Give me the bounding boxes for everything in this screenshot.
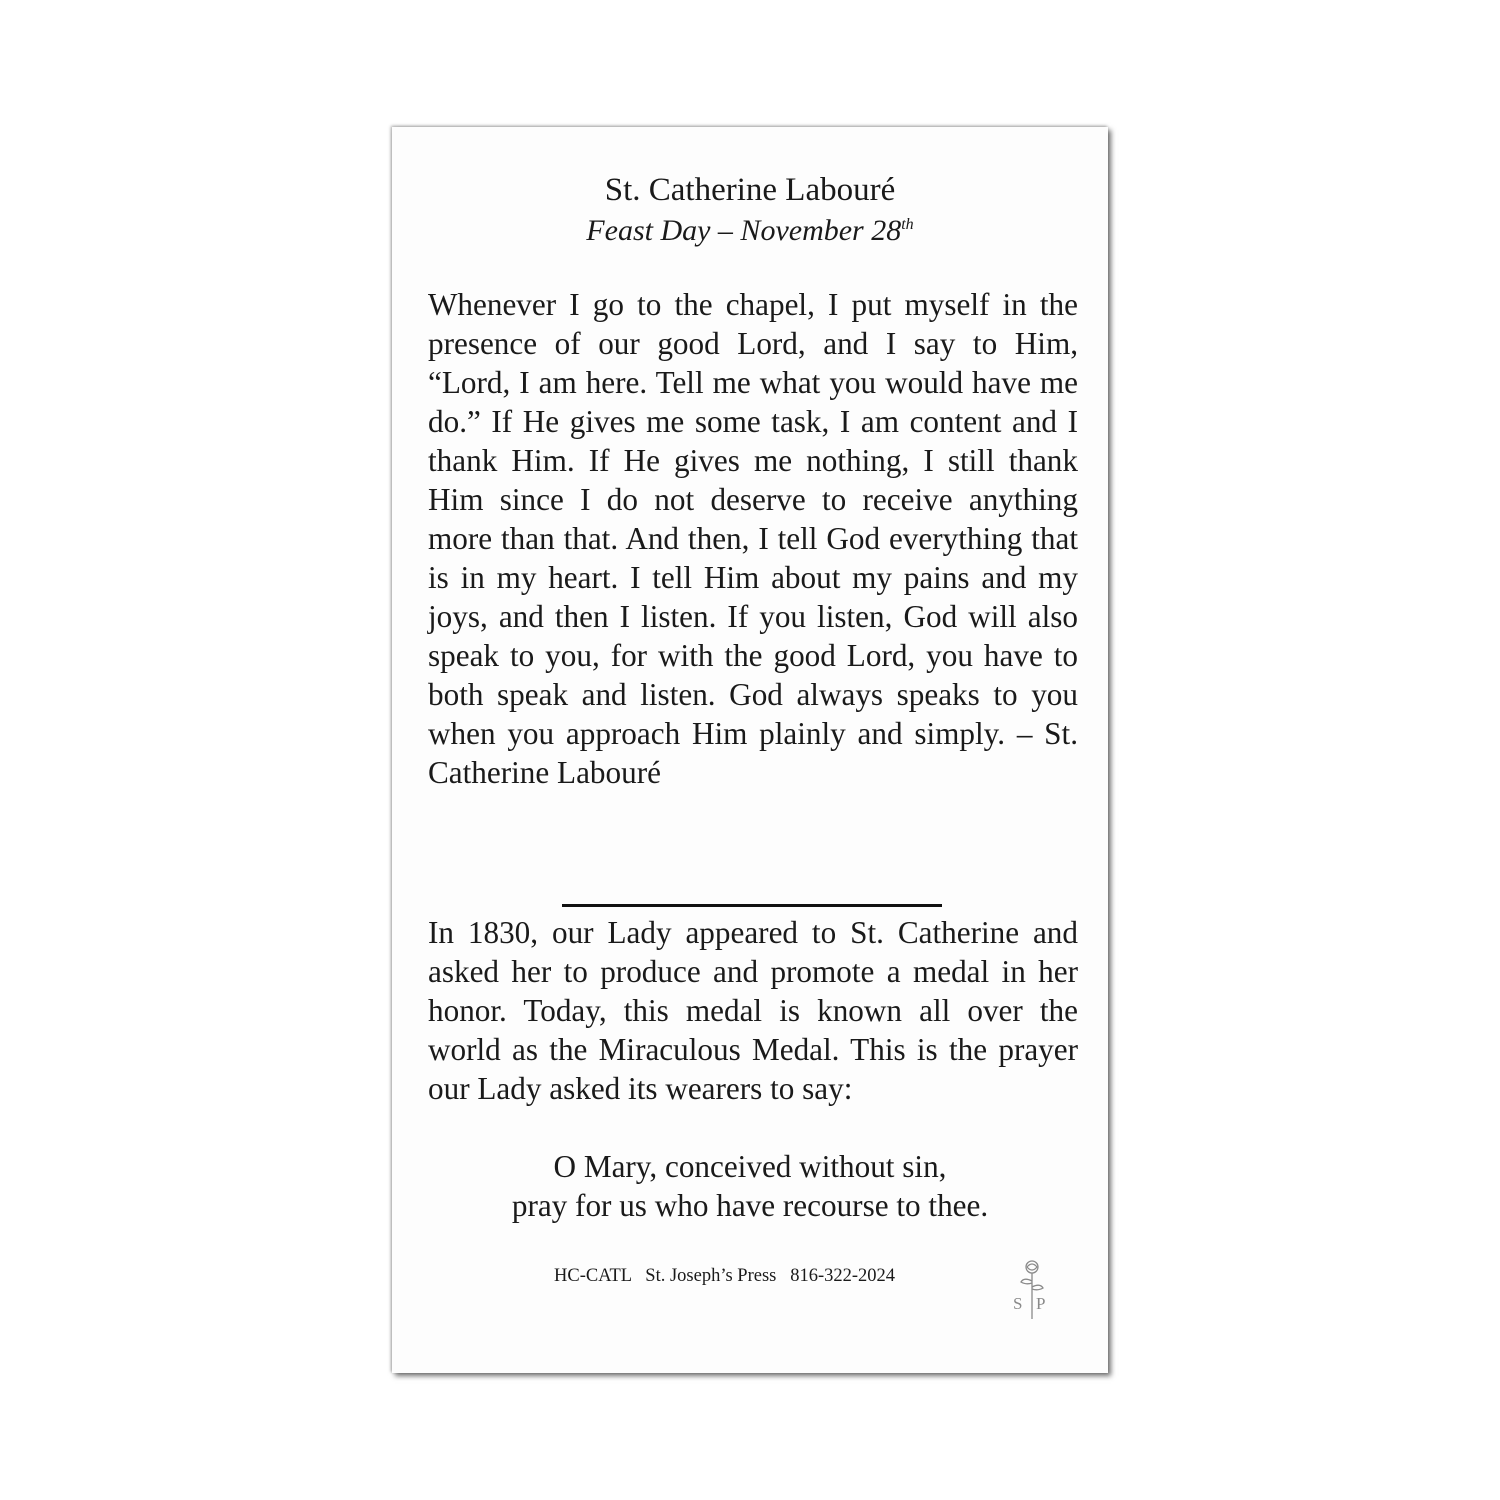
divider-line: [562, 904, 942, 907]
rose-logo-icon: [1010, 1257, 1054, 1323]
prayer-line-2: pray for us who have recourse to thee.: [511, 1188, 989, 1223]
card-title: St. Catherine Labouré: [604, 172, 896, 208]
svg-text:S: S: [1013, 1294, 1023, 1313]
history-paragraph: In 1830, our Lady appeared to St. Catherine and asked her to produce and promote a medal in her honor. Today, this medal is known all over the world as the Miraculous Medal. This is the prayer our Lady asked its wearers to say:: [428, 915, 1078, 1106]
prayer-card: [392, 127, 1108, 1373]
feast-day: [392, 213, 1108, 249]
feast-day-suffix: th: [901, 216, 914, 233]
quote-paragraph: Whenever I go to the chapel, I put myself in the presence of our good Lord, and I say to Him, “Lord, I am here. Tell me what you would have me do.” If He gives me some task, I am content and I thank Him. If He gives me nothing, I still thank Him since I do not deserve to receive anything more than that. And then, I tell God everything that is in my heart. I tell Him about my pains and my joys, and then I listen. If you listen, God will also speak to you, for with the good Lord, you have to both speak and listen. God always speaks to you when you approach Him plainly and simply. – St. Catherine Labouré: [428, 287, 1078, 790]
publisher-footer: HC-CATL St. Joseph’s Press 816-322-2024: [554, 1266, 896, 1286]
svg-text:P: P: [1036, 1294, 1046, 1313]
prayer-line-1: O Mary, conceived without sin,: [553, 1149, 947, 1184]
feast-day-text: Feast Day – November 28: [586, 214, 902, 247]
